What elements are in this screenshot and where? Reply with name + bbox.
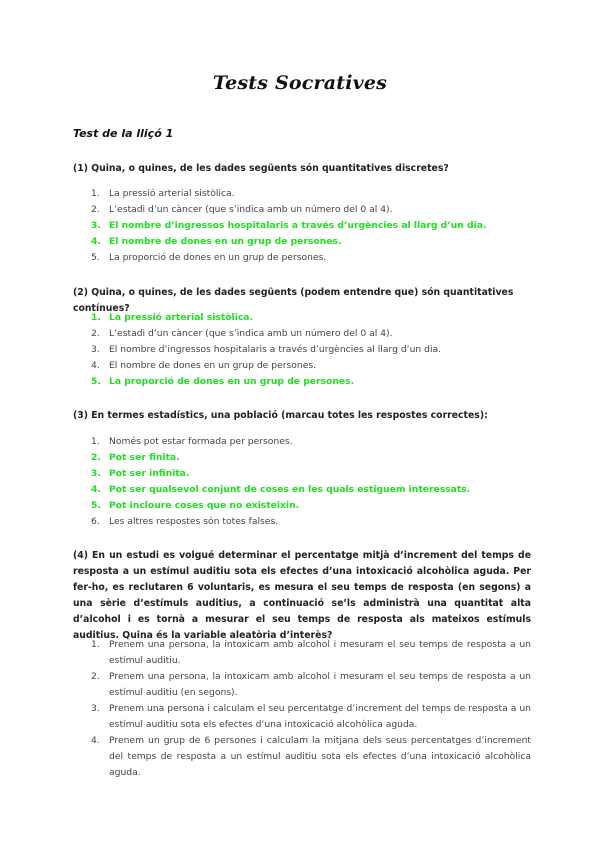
option-item-correct: 3. El nombre d’ingressos hospitalaris a través d’urgències al llarg d’un dia. bbox=[91, 220, 487, 231]
question-2-options bbox=[73, 310, 531, 390]
question-1: (1) Quina, o quines, de les dades següents són quantitatives discretes? bbox=[73, 163, 449, 174]
question-3-options bbox=[73, 434, 531, 530]
option-item-correct: 5. La proporció de dones en un grup de persones. bbox=[91, 376, 355, 387]
question-2: (2) Quina, o quines, de les dades següents (podem entendre que) són quantitatives contínues? bbox=[73, 287, 514, 314]
option-item: 3. Prenem una persona i calculam el seu percentatge d’increment del temps de resposta a un estímul auditiu sota els efectes d’una intoxicació alcohòlica aguda. bbox=[91, 703, 531, 730]
question-4-options bbox=[73, 637, 531, 781]
section-heading: Test de la lliçó 1 bbox=[73, 127, 174, 140]
option-item: 4. El nombre de dones en un grup de persones. bbox=[91, 360, 317, 371]
option-item: 1. Prenem una persona, la intoxicam amb alcohol i mesuram el seu temps de resposta a un estímul auditiu. bbox=[91, 639, 531, 666]
option-item: 5. La proporció de dones en un grup de persones. bbox=[91, 252, 327, 263]
question-4: (4) En un estudi es volgué determinar el percentatge mitjà d’increment del temps de resposta a un estímul auditiu sota els efectes d’una intoxicació alcohòlica aguda. Per fer-ho, es reclutaren 6 voluntaris, es mesura el seu temps de resposta (en segons) a una sèrie d’estímuls auditius, a continuació se’ls administrà una quantitat alta d’alcohol i es tornà a mesurar el seu temps de resposta als mateixos estímuls auditius. Quina és la variable aleatòria d’interès? bbox=[73, 550, 531, 641]
option-item-correct: 4. El nombre de dones en un grup de persones. bbox=[91, 236, 342, 247]
option-item: 6. Les altres respostes són totes falses. bbox=[91, 516, 279, 527]
option-item: 4. Prenem un grup de 6 persones i calculam la mitjana dels seus percentatges d’increment del temps de resposta a un estímul auditiu sota els efectes d’una intoxicació alcohòlica aguda. bbox=[91, 735, 531, 778]
option-item: 2. L’estadi d’un càncer (que s’indica amb un número del 0 al 4). bbox=[91, 204, 393, 215]
option-item-correct: 5. Pot incloure coses que no existeixin. bbox=[91, 500, 300, 511]
option-item: 2. Prenem una persona, la intoxicam amb alcohol i mesuram el seu temps de resposta a un estímul auditiu (en segons). bbox=[91, 671, 531, 698]
page-title: Tests Socratives bbox=[212, 72, 388, 94]
option-item-correct: 2. Pot ser finita. bbox=[91, 452, 180, 463]
option-item: 3. El nombre d’ingressos hospitalaris a través d’urgències al llarg d’un dia. bbox=[91, 344, 442, 355]
option-item: 1. La pressió arterial sistòlica. bbox=[91, 188, 235, 199]
option-item-correct: 1. La pressió arterial sistòlica. bbox=[91, 312, 253, 323]
question-3: (3) En termes estadístics, una població (marcau totes les respostes correctes): bbox=[73, 410, 488, 421]
question-1-options bbox=[73, 186, 531, 266]
option-item: 2. L’estadi d’un càncer (que s’indica amb un número del 0 al 4). bbox=[91, 328, 393, 339]
option-item-correct: 4. Pot ser qualsevol conjunt de coses en les quals estiguem interessats. bbox=[91, 484, 471, 495]
option-item-correct: 3. Pot ser infinita. bbox=[91, 468, 190, 479]
option-item: 1. Només pot estar formada per persones. bbox=[91, 436, 293, 447]
